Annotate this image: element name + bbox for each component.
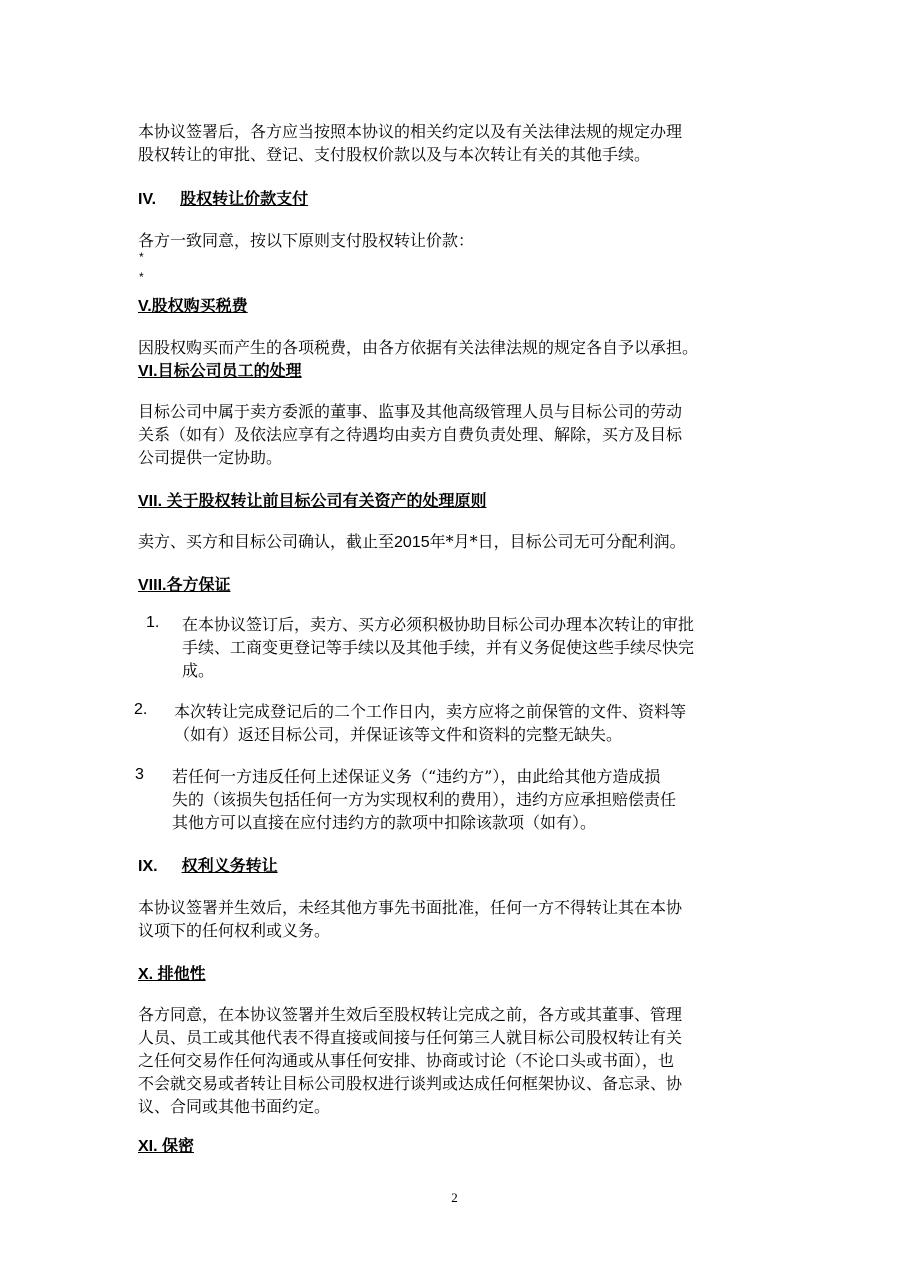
- document-page: 本协议签署后，各方应当按照本协议的相关约定以及有关法律法规的规定办理 股权转让的审批、登记、支付股权价款以及与本次转让有关的其他手续。 IV. 股权转让价款支付 各方一致同意，按以下原则支付股权转让价款： * * V.股权购买税费 因股权购买而产生的各项税费，由各方依据有关法律法规的规定各自予以承担。 VI.目标公司员工的处理 目标公司中属于卖方委派的董事、监事及其他高级管理人员与目标公司的劳动 关系（如有）及依法应享有之待遇均由卖方自费负责处理、解除，买方及目标 公司提供一定协助。 VII. 关于股权转让前目标公司有关资产的处理原则 卖方、买方和目标公司确认，截止至2015年*月*日，目标公司无可分配利润。 VIII.各方保证 1. 在本协议签订后，卖方、买方必须积极协助目标公司办理本次转让的审批 手续、工商变更登记等手续以及其他手续，并有义务促使这些手续尽快完 成。 2. 本次转让完成登记后的二个工作日内，卖方应将之前保管的文件、资料等 （如有）返还目标公司，并保证该等文件和资料的完整无缺失。 3 若任何一方违反任何上述保证义务（“违约方”），由此给其他方造成损 失的（该损失包括任何一方为实现权利的费用），违约方应承担赔偿责任 其他方可以直接在应付违约方的款项中扣除该款项（如有）。 IX. 权利义务转让 本协议签署并生效后，未经其他方事先书面批准，任何一方不得转让其在本协 议项下的任何权利或义务。 X. 排他性 各方同意，在本协议签署并生效后至股权转让完成之前，各方或其董事、管理 人员、员工或其他代表不得直接或间接与任何第三人就目标公司股权转让有关 之任何交易作任何沟通或从事任何安排、协商或讨论（不论口头或书面），也 不会就交易或者转让目标公司股权进行谈判或达成任何框架协议、备忘录、协 议、合同或其他书面约定。 XI. 保密 2: [0, 0, 909, 1286]
- section-6-heading: VI.目标公司员工的处理: [138, 363, 302, 380]
- item-number: 2.: [134, 701, 148, 718]
- intro-paragraph: [138, 120, 774, 166]
- bullet-star: *: [139, 270, 144, 284]
- section-4-heading: [138, 186, 308, 209]
- section-11-heading: XI. 保密: [138, 1138, 195, 1155]
- page-number: 2: [451, 1190, 458, 1205]
- item-number: 1.: [146, 614, 160, 631]
- section-9-title: 权利义务转让: [181, 858, 278, 875]
- bullet-star: *: [139, 250, 144, 264]
- section-8-heading: VIII.各方保证: [138, 577, 231, 594]
- section-7-body: 卖方、买方和目标公司确认，截止至2015年*月*日，目标公司无可分配利润。: [138, 532, 686, 551]
- section-9-body: 本协议签署并生效后，未经其他方事先书面批准，任何一方不得转让其在本协 议项下的任何权利或义务。: [138, 898, 683, 940]
- section-4-body: 各方一致同意，按以下原则支付股权转让价款：: [138, 231, 475, 250]
- section-9-heading: [138, 853, 278, 876]
- section-7-heading: VII. 关于股权转让前目标公司有关资产的处理原则: [138, 493, 487, 510]
- section-4-title: 股权转让价款支付: [180, 191, 309, 208]
- section-10-heading: X. 排他性: [138, 966, 206, 983]
- section-6-body: 目标公司中属于卖方委派的董事、监事及其他高级管理人员与目标公司的劳动 关系（如有）及依法应享有之待遇均由卖方自费负责处理、解除，买方及目标 公司提供一定协助。: [138, 402, 683, 467]
- intro-line: 股权转让的审批、登记、支付股权价款以及与本次转让有关的其他手续。: [138, 145, 651, 164]
- section-5-heading: V.股权购买税费: [138, 298, 248, 315]
- item-number: 3: [135, 766, 144, 783]
- year-value: 2015: [394, 534, 430, 551]
- section-5-body: 因股权购买而产生的各项税费，由各方依据有关法律法规的规定各自予以承担。: [138, 338, 699, 357]
- section-10-body: 各方同意，在本协议签署并生效后至股权转让完成之前，各方或其董事、管理 人员、员工或其他代表不得直接或间接与任何第三人就目标公司股权转让有关 之任何交易作任何沟通或从事任何安排、协商或讨论（不论口头或书面），也 不会就交易或者转让目标公司股权进行谈判或达成任何框架协议、备忘录、协 议、合同或其他书面约定。: [138, 1005, 683, 1116]
- section-4-number: IV.: [138, 191, 157, 208]
- intro-line: 本协议签署后，各方应当按照本协议的相关约定以及有关法律法规的规定办理: [138, 122, 683, 141]
- section-9-number: IX.: [138, 858, 158, 875]
